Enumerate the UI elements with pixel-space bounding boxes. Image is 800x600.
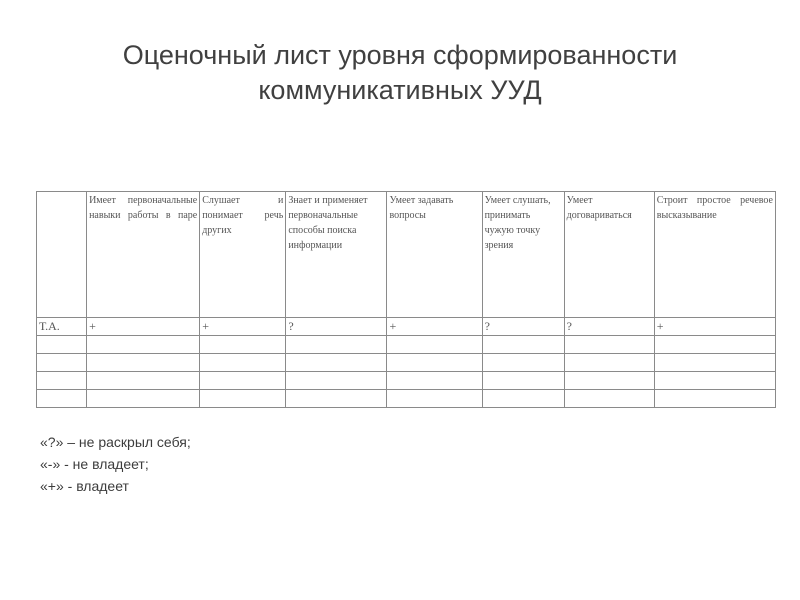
mark-cell: +: [387, 318, 482, 336]
empty-cell: [37, 354, 87, 372]
empty-cell: [654, 354, 775, 372]
page-title: [0, 38, 800, 108]
legend-item-minus: «-» - не владеет;: [40, 456, 149, 472]
empty-cell: [654, 390, 775, 408]
empty-cell: [482, 390, 564, 408]
header-skill-listens: Слушает и понимает речь других: [200, 192, 286, 318]
header-skill-accepts-views: Умеет слушать, принимать чужую точку зрения: [482, 192, 564, 318]
empty-cell: [87, 372, 200, 390]
empty-cell: [387, 354, 482, 372]
empty-cell: [37, 372, 87, 390]
empty-cell: [87, 354, 200, 372]
empty-cell: [87, 390, 200, 408]
table-row-empty: [37, 372, 776, 390]
legend: [40, 431, 191, 497]
empty-cell: [654, 336, 775, 354]
empty-cell: [387, 390, 482, 408]
header-skill-negotiates: Умеет договариваться: [564, 192, 654, 318]
empty-cell: [200, 372, 286, 390]
empty-cell: [37, 390, 87, 408]
table-row-empty: [37, 390, 776, 408]
assessment-table: [36, 191, 776, 408]
title-line-2: коммуникативных УУД: [258, 75, 542, 105]
empty-cell: [286, 372, 387, 390]
header-skill-pair-work: Имеет первоначальные навыки работы в паре: [87, 192, 200, 318]
header-skill-builds-statement: Строит простое речевое высказывание: [654, 192, 775, 318]
header-corner-cell: [37, 192, 87, 318]
legend-item-plus: «+» - владеет: [40, 478, 129, 494]
student-name-cell: Т.А.: [37, 318, 87, 336]
table-row-empty: [37, 354, 776, 372]
empty-cell: [37, 336, 87, 354]
empty-cell: [564, 372, 654, 390]
title-line-1: Оценочный лист уровня сформированности: [122, 40, 678, 70]
empty-cell: [564, 336, 654, 354]
legend-item-question: «?» – не раскрыл себя;: [40, 434, 191, 450]
mark-cell: +: [87, 318, 200, 336]
empty-cell: [286, 336, 387, 354]
empty-cell: [482, 372, 564, 390]
empty-cell: [200, 354, 286, 372]
empty-cell: [87, 336, 200, 354]
empty-cell: [482, 336, 564, 354]
table-row-empty: [37, 336, 776, 354]
empty-cell: [286, 354, 387, 372]
mark-cell: +: [654, 318, 775, 336]
empty-cell: [654, 372, 775, 390]
mark-cell: +: [200, 318, 286, 336]
mark-cell: ?: [286, 318, 387, 336]
empty-cell: [286, 390, 387, 408]
empty-cell: [200, 390, 286, 408]
mark-cell: ?: [482, 318, 564, 336]
header-skill-info-search: Знает и применяет первоначальные способы поиска информации: [286, 192, 387, 318]
empty-cell: [200, 336, 286, 354]
empty-cell: [564, 390, 654, 408]
mark-cell: ?: [564, 318, 654, 336]
empty-cell: [387, 372, 482, 390]
header-skill-asks-questions: Умеет задавать вопросы: [387, 192, 482, 318]
table-row: [37, 318, 776, 336]
empty-cell: [482, 354, 564, 372]
table-header-row: [37, 192, 776, 318]
empty-cell: [387, 336, 482, 354]
empty-cell: [564, 354, 654, 372]
